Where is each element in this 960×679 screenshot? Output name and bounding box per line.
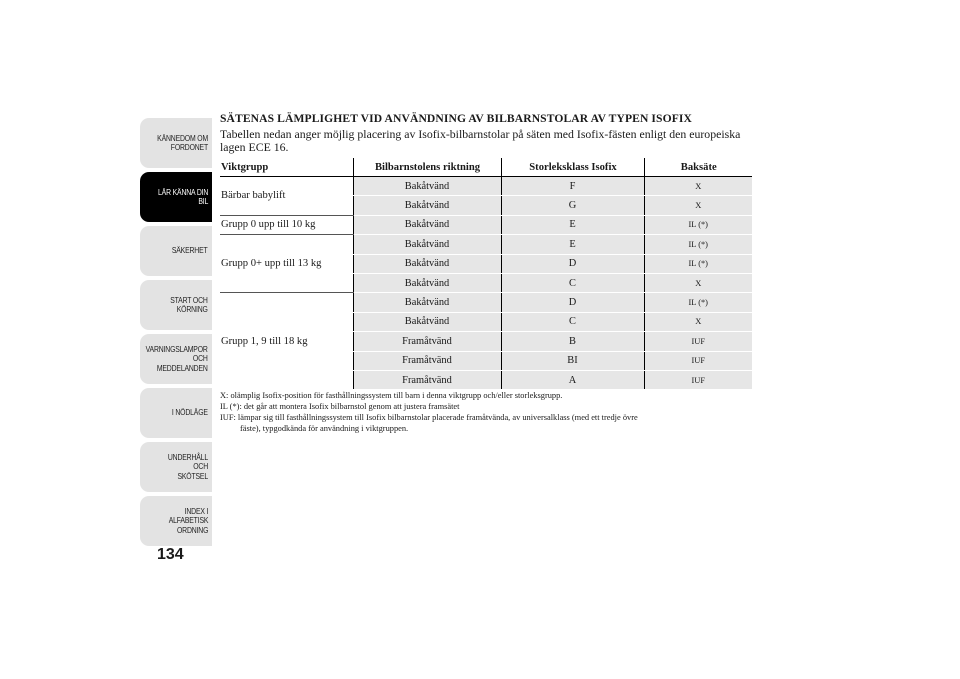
section-heading: SÄTENAS LÄMPLIGHET VID ANVÄNDNING AV BILBARNSTOLAR AV TYPEN ISOFIX — [220, 112, 692, 125]
cell-storleksklass: C — [501, 312, 644, 331]
cell-storleksklass: E — [501, 235, 644, 254]
intro-paragraph: Tabellen nedan anger möjlig placering av Isofix-bilbarnstolar på säten med Isofix-fästen enligt den europeiska lagen ECE 16. — [220, 127, 741, 154]
cell-riktning: Bakåtvänd — [353, 273, 501, 292]
cell-baksate: X — [644, 273, 752, 292]
tab-label: LÄR KÄNNA DIN BIL — [157, 186, 208, 206]
note-iuf-continued: fäste), typgodkända för användning i viktgruppen. — [240, 423, 409, 433]
cell-riktning: Framåtvänd — [353, 332, 501, 351]
header-viktgrupp: Viktgrupp — [220, 158, 353, 177]
cell-baksate: IL (*) — [644, 254, 752, 273]
tab-sakerhet[interactable] — [140, 226, 212, 276]
cell-baksate: IL (*) — [644, 293, 752, 312]
tab-label: KÄNNEDOM OM FORDONET — [157, 132, 208, 152]
cell-baksate: IUF — [644, 351, 752, 370]
table-row — [220, 293, 752, 312]
isofix-table — [220, 158, 752, 389]
tab-index[interactable] — [140, 496, 212, 546]
cell-storleksklass: F — [501, 177, 644, 196]
tab-label: UNDERHÅLL OCH SKÖTSEL — [167, 451, 208, 481]
note-il: IL (*): det går att montera Isofix bilbarnstol genom att justera framsätet — [220, 402, 460, 412]
cell-storleksklass: A — [501, 370, 644, 389]
group-label: Grupp 0 upp till 10 kg — [220, 215, 353, 234]
cell-riktning: Framåtvänd — [353, 351, 501, 370]
cell-riktning: Bakåtvänd — [353, 196, 501, 215]
header-riktning: Bilbarnstolens riktning — [353, 158, 501, 177]
cell-baksate: IL (*) — [644, 215, 752, 234]
tab-kannedom-om-fordonet[interactable] — [140, 118, 212, 168]
tab-lar-kanna-din-bil[interactable] — [140, 172, 212, 222]
cell-riktning: Bakåtvänd — [353, 215, 501, 234]
table-row — [220, 177, 752, 196]
table-header-row — [220, 158, 752, 177]
tab-label: VARNINGSLAMPOR OCH MEDDELANDEN — [145, 343, 208, 373]
header-storleksklass: Storleksklass Isofix — [501, 158, 644, 177]
cell-riktning: Bakåtvänd — [353, 254, 501, 273]
cell-baksate: X — [644, 177, 752, 196]
note-iuf: IUF: lämpar sig till fasthållningssystem till Isofix bilbarnstolar placerade framåtvända, av universalklass (med ett tredje övre — [220, 412, 638, 422]
cell-storleksklass: B — [501, 332, 644, 351]
tab-label: I NÖDLÄGE — [172, 407, 208, 418]
tab-varningslampor[interactable] — [140, 334, 212, 384]
cell-riktning: Bakåtvänd — [353, 235, 501, 254]
tab-label: START OCH KÖRNING — [170, 294, 208, 314]
table-row — [220, 235, 752, 254]
cell-storleksklass: C — [501, 273, 644, 292]
cell-baksate: IUF — [644, 332, 752, 351]
group-label: Grupp 0+ upp till 13 kg — [220, 235, 353, 293]
cell-baksate: X — [644, 196, 752, 215]
table-row — [220, 215, 752, 234]
tab-start-och-korning[interactable] — [140, 280, 212, 330]
cell-storleksklass: D — [501, 254, 644, 273]
cell-baksate: IUF — [644, 370, 752, 389]
main-content — [220, 112, 752, 434]
table-footnotes — [220, 391, 752, 434]
cell-riktning: Bakåtvänd — [353, 177, 501, 196]
group-label: Bärbar babylift — [220, 177, 353, 216]
cell-baksate: IL (*) — [644, 235, 752, 254]
cell-storleksklass: D — [501, 293, 644, 312]
header-baksate: Baksäte — [644, 158, 752, 177]
cell-storleksklass: G — [501, 196, 644, 215]
cell-riktning: Bakåtvänd — [353, 312, 501, 331]
tab-i-nodlage[interactable] — [140, 388, 212, 438]
page-number: 134 — [157, 546, 184, 563]
tab-label: INDEX I ALFABETISK ORDNING — [168, 505, 208, 535]
tab-underhall-och-skotsel[interactable] — [140, 442, 212, 492]
cell-storleksklass: BI — [501, 351, 644, 370]
note-x: X: olämplig Isofix-position för fasthållningssystem till barn i denna viktgrupp och/eller storleksgrupp. — [220, 391, 563, 401]
cell-storleksklass: E — [501, 215, 644, 234]
tab-label: SÄKERHET — [172, 245, 208, 256]
cell-riktning: Framåtvänd — [353, 370, 501, 389]
cell-baksate: X — [644, 312, 752, 331]
cell-riktning: Bakåtvänd — [353, 293, 501, 312]
group-label: Grupp 1, 9 till 18 kg — [220, 293, 353, 389]
